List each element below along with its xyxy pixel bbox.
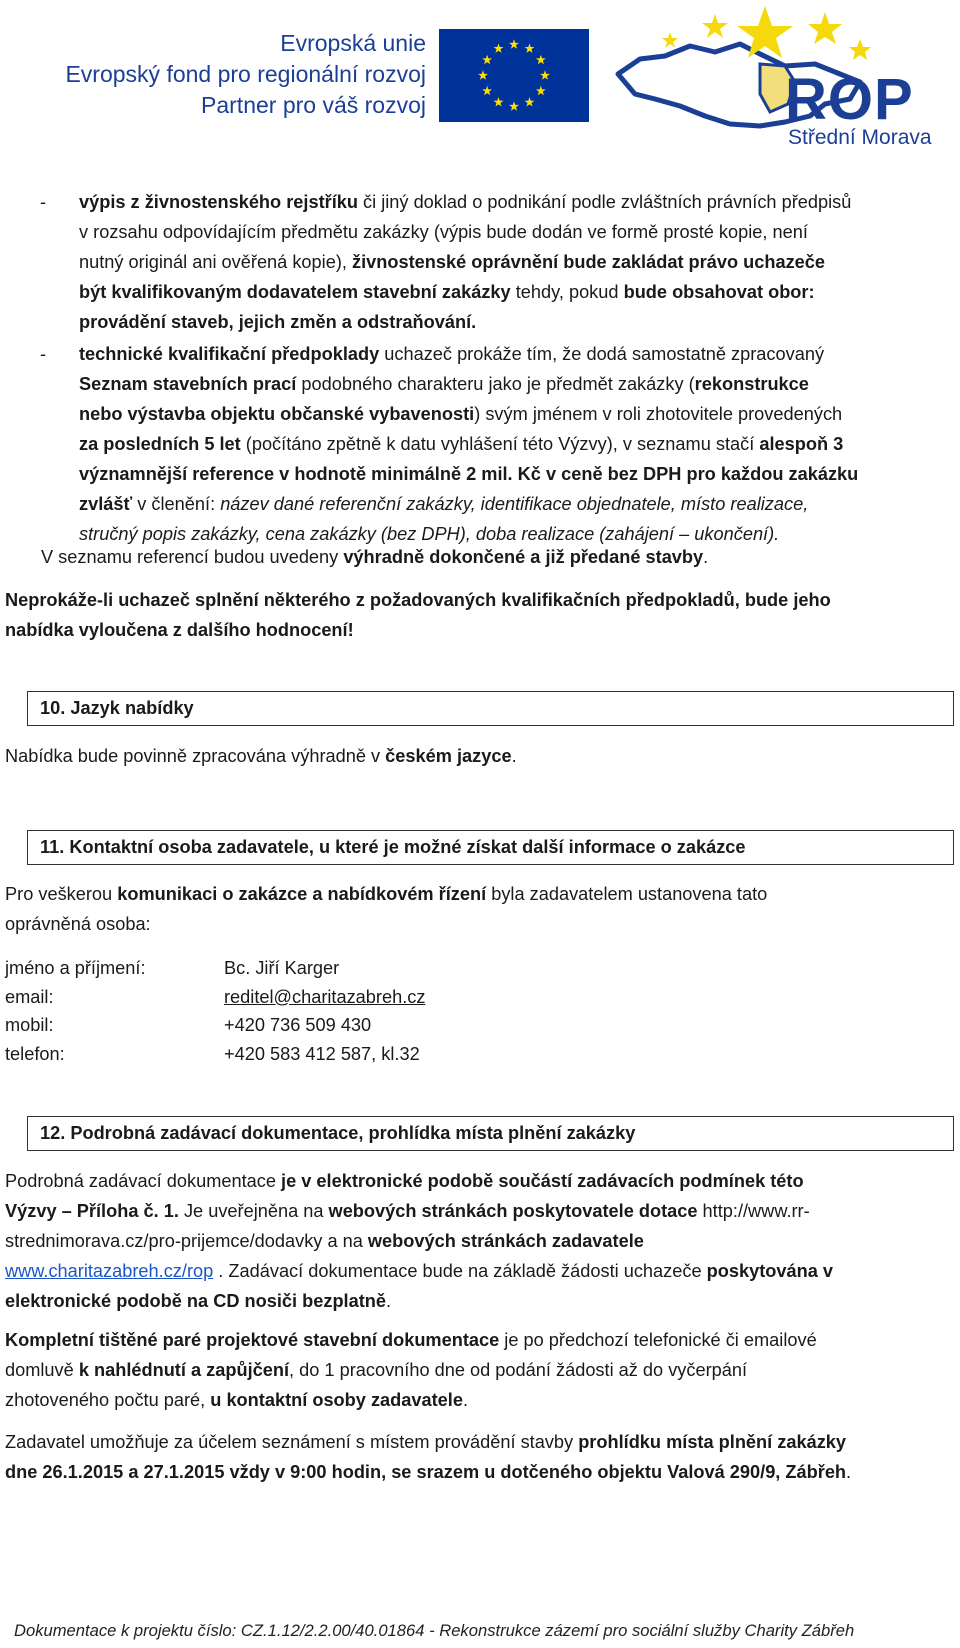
bold-text: dne 26.1.2015 a 27.1.2015 vždy v 9:00 hodin, se srazem u dotčeného objektu Valová 290/9, Zábřeh [5, 1462, 847, 1482]
text-run: v rozsahu odpovídajícím předmětu zakázky (výpis bude dodán ve formě prosté kopie, není [79, 222, 808, 242]
text-run: Pro veškerou [5, 884, 118, 904]
bold-text: k nahlédnutí a zapůjčení [78, 1360, 290, 1380]
italic-text: stručný popis zakázky, cena zakázky (bez DPH), doba realizace (zahájení – ukončení). [79, 524, 780, 544]
text-run: zhotoveného počtu paré, [5, 1390, 211, 1410]
eu-line-2: Evropský fond pro regionální rozvoj [65, 61, 426, 87]
text-line [5, 1457, 950, 1487]
bold-text: zvlášť [79, 494, 133, 514]
bold-text: elektronické podobě na CD nosiči bezplatně [5, 1291, 387, 1311]
text-run: nutný originál ani ověřená kopie), [79, 252, 352, 272]
text-line [5, 585, 950, 615]
bold-text: Seznam stavebních prací [79, 374, 297, 394]
bold-text: výpis z živnostenského rejstříku [79, 192, 358, 212]
contact-email-link[interactable]: reditel@charitazabreh.cz [224, 986, 426, 1007]
bold-text: poskytována v [706, 1261, 833, 1281]
section-12-para-2 [5, 1325, 950, 1415]
bold-text: komunikaci o zakázce a nabídkovém řízení [117, 884, 487, 904]
bold-text: bude obsahovat obor: [623, 282, 815, 302]
text-line [41, 542, 946, 572]
section-12-heading: 12. Podrobná zadávací dokumentace, prohlídka místa plnění zakázky [27, 1116, 954, 1151]
text-line [5, 1226, 950, 1256]
text-line [5, 1427, 950, 1457]
text-run: (počítáno zpětně k datu vyhlášení této Výzvy), v seznamu stačí [240, 434, 760, 454]
text-run: ) svým jménem v roli zhotovitele provedených [474, 404, 843, 424]
contact-value: Bc. Jiří Karger [224, 958, 340, 978]
rop-logo-subtitle: Střední Morava [788, 126, 932, 149]
text-line [5, 741, 950, 771]
bold-text: rekonstrukce [694, 374, 809, 394]
text-run: Je uveřejněna na [178, 1201, 329, 1221]
bullet-text [79, 187, 960, 337]
bold-text: za posledních 5 let [79, 434, 241, 454]
text-line [5, 909, 950, 939]
bold-text: českém jazyce [385, 746, 512, 766]
inline-link[interactable]: www.charitazabreh.cz/rop [5, 1261, 214, 1281]
bold-text: živnostenské oprávnění bude zakládat právo uchazeče [351, 252, 826, 272]
bold-text: technické kvalifikační předpoklady [79, 344, 380, 364]
text-run: . [511, 746, 517, 766]
contact-label: mobil: [5, 1015, 54, 1036]
text-line [79, 307, 960, 337]
text-run: byla zadavatelem ustanovena tato [486, 884, 768, 904]
text-line [5, 1256, 950, 1286]
bullet-dash: - [40, 192, 47, 212]
bold-text: nabídka vyloučena z dalšího hodnocení! [5, 620, 354, 640]
bold-text: webových stránkách zadavatele [367, 1231, 644, 1251]
text-line [5, 615, 950, 645]
bold-text: Výzvy – Příloha č. 1. [5, 1201, 179, 1221]
bold-text: nebo výstavba objektu občanské vybavenosti [79, 404, 475, 424]
bullet-text [79, 339, 960, 549]
text-run: V seznamu referencí budou uvedeny [41, 547, 344, 567]
eu-logo-text [6, 28, 426, 121]
text-run: domluvě [5, 1360, 79, 1380]
text-run: strednimorava.cz/pro-prijemce/dodavky a na [5, 1231, 368, 1251]
text-line [5, 1325, 950, 1355]
text-run: Nabídka bude povinně zpracována výhradně v [5, 746, 386, 766]
text-run: http://www.rr- [697, 1201, 810, 1221]
bold-text: Kompletní tištěné paré projektové stavební dokumentace [5, 1330, 500, 1350]
text-line [79, 459, 960, 489]
text-run: uchazeč prokáže tím, že dodá samostatně zpracovaný [379, 344, 825, 364]
text-run: podobného charakteru jako je předmět zakázky ( [296, 374, 695, 394]
text-line [79, 277, 960, 307]
bold-text: výhradně dokončené a již předané stavby [343, 547, 704, 567]
bullet-dash: - [40, 344, 47, 364]
text-run: Podrobná zadávací dokumentace [5, 1171, 282, 1191]
reference-note [41, 542, 946, 572]
page-header [0, 0, 960, 160]
text-run: . [846, 1462, 852, 1482]
page-footer: Dokumentace k projektu číslo: CZ.1.12/2.2.00/40.01864 - Rekonstrukce zázemí pro sociální služby Charity Zábřeh [14, 1621, 855, 1640]
contact-value: +420 736 509 430 [224, 1015, 372, 1036]
text-line [5, 1196, 950, 1226]
section-11-text [5, 879, 950, 939]
text-line [79, 429, 960, 459]
contact-value: +420 583 412 587, kl.32 [224, 1044, 420, 1065]
bold-text: Neprokáže-li uchazeč splnění některého z požadovaných kvalifikačních předpokladů, bude jeho [5, 590, 831, 610]
section-12-para-1 [5, 1166, 950, 1316]
text-run: . [703, 547, 709, 567]
eu-line-3: Partner pro váš rozvoj [201, 92, 426, 118]
contact-label: telefon: [5, 1044, 65, 1065]
text-line [5, 879, 950, 909]
text-line [5, 1286, 950, 1316]
section-11-heading: 11. Kontaktní osoba zadavatele, u které je možné získat další informace o zakázce [27, 830, 954, 865]
italic-text: název dané referenční zakázky, identifikace objednatele, místo realizace, [220, 494, 809, 514]
eu-line-1: Evropská unie [280, 30, 426, 56]
bold-text: provádění staveb, jejich změn a odstraňování. [79, 312, 477, 332]
text-run: v členění: [132, 494, 221, 514]
text-line [5, 1166, 950, 1196]
disqualification-warning [5, 585, 950, 645]
text-run: . [462, 1390, 469, 1410]
contact-label: email: [5, 986, 54, 1007]
bold-text: webových stránkách poskytovatele dotace [328, 1201, 698, 1221]
text-line [5, 1385, 950, 1415]
text-run: je po předchozí telefonické či emailové [499, 1330, 817, 1350]
section-10-text [5, 741, 950, 771]
rop-logo-title: ROP [785, 67, 914, 132]
section-10-heading: 10. Jazyk nabídky [27, 691, 954, 726]
text-line [79, 399, 960, 429]
text-run: Zadavatel umožňuje za účelem seznámení s místem provádění stavby [5, 1432, 579, 1452]
bold-text: prohlídku místa plnění zakázky [578, 1432, 847, 1452]
text-run: oprávněná osoba: [5, 914, 151, 934]
text-run: . [386, 1291, 392, 1311]
eu-flag-icon [439, 29, 589, 122]
bold-text: je v elektronické podobě součástí zadávacích podmínek této [281, 1171, 804, 1191]
text-run: . Zadávací dokumentace bude na základě žádosti uchazeče [213, 1261, 707, 1281]
text-run: , do 1 pracovního dne od podání žádosti až do vyčerpání [289, 1360, 748, 1380]
text-line [79, 369, 960, 399]
text-line [5, 1355, 950, 1385]
text-run: tehdy, pokud [510, 282, 624, 302]
bold-text: významnější reference v hodnotě minimálně 2 mil. Kč v ceně bez DPH pro každou zakázku [79, 464, 859, 484]
text-run: či jiný doklad o podnikání podle zvláštních právních předpisů [357, 192, 852, 212]
section-12-para-3 [5, 1427, 950, 1487]
text-line [79, 247, 960, 277]
contact-label: jméno a příjmení: [5, 958, 146, 978]
text-line [79, 217, 960, 247]
bold-text: alespoň 3 [759, 434, 844, 454]
text-line [79, 489, 960, 519]
bold-text: u kontaktní osoby zadavatele [210, 1390, 463, 1410]
text-line [79, 339, 960, 369]
text-line [79, 187, 960, 217]
bold-text: být kvalifikovaným dodavatelem stavební zakázky [79, 282, 511, 302]
